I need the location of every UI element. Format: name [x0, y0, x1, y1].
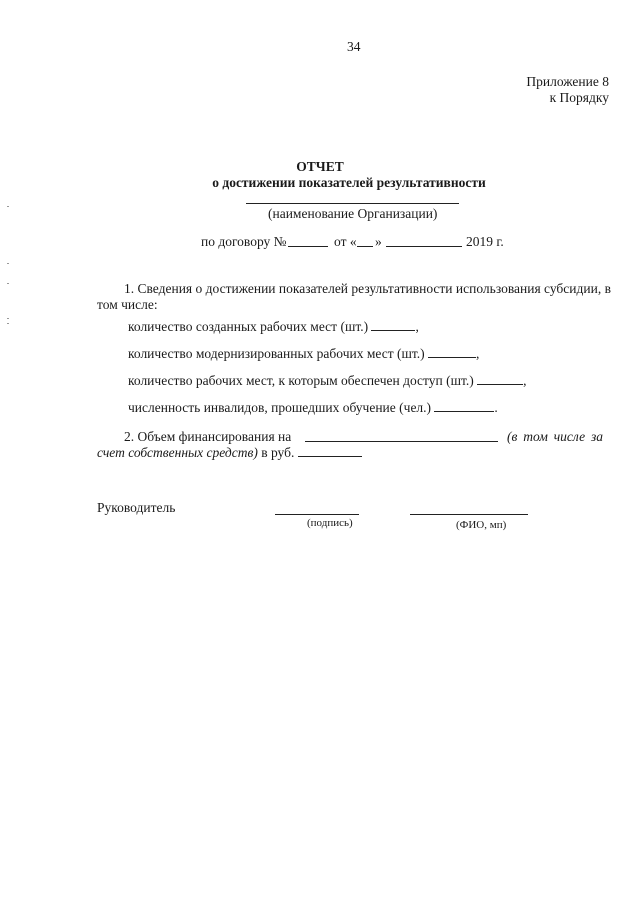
section-2-blank — [305, 441, 498, 442]
item-blank — [371, 318, 415, 331]
scan-mark — [7, 283, 9, 284]
item-label: количество модернизированных рабочих мест (шт.) — [128, 346, 425, 361]
organization-caption: (наименование Организации) — [268, 206, 438, 221]
contract-from: от « — [334, 234, 357, 249]
section-2-line-2 — [97, 444, 362, 461]
appendix-line-1: Приложение 8 — [526, 74, 609, 89]
section-2-suffix: в руб. — [261, 445, 295, 460]
contract-prefix: по договору № — [201, 234, 287, 249]
document-subtitle: о достижении показателей результативности — [212, 175, 486, 190]
appendix-line-2: к Порядку — [549, 90, 609, 105]
section-2-italic-b: счет собственных средств) — [97, 445, 258, 460]
contract-number-blank — [288, 246, 328, 247]
section-2-italic-a: (в том числе за — [507, 429, 603, 444]
organization-name-line — [246, 203, 459, 204]
item-blank — [434, 399, 494, 412]
item-trained-disabled — [128, 399, 498, 416]
item-modernized-jobs — [128, 345, 479, 362]
item-end: . — [494, 400, 498, 415]
item-end: , — [523, 373, 527, 388]
contract-month-blank — [386, 246, 462, 247]
item-label: количество созданных рабочих мест (шт.) — [128, 319, 369, 334]
item-end: , — [415, 319, 419, 334]
contract-day-blank — [357, 246, 373, 247]
contract-year: 2019 г. — [466, 234, 504, 249]
contract-close-quote: » — [375, 234, 382, 249]
item-end: , — [476, 346, 480, 361]
item-created-jobs — [128, 318, 419, 335]
item-accessible-jobs — [128, 372, 527, 389]
section-2-amount-blank — [298, 444, 362, 457]
scan-mark — [7, 206, 9, 207]
signature-head: Руководитель — [97, 500, 176, 515]
item-label: численность инвалидов, прошедших обучение (чел.) — [128, 400, 432, 415]
scan-mark — [7, 318, 9, 319]
name-caption: (ФИО, мп) — [456, 519, 507, 531]
signature-line — [275, 514, 359, 515]
section-1-line-1: 1. Сведения о достижении показателей результативности использования субсидии, в — [124, 281, 611, 296]
signature-caption: (подпись) — [307, 517, 353, 529]
scan-mark — [7, 323, 9, 324]
scan-mark — [7, 263, 9, 264]
item-label: количество рабочих мест, к которым обеспечен доступ (шт.) — [128, 373, 474, 388]
name-line — [410, 514, 528, 515]
section-2-prefix: 2. Объем финансирования на — [124, 429, 292, 444]
page-number: 34 — [347, 39, 361, 54]
item-blank — [428, 345, 476, 358]
section-1-line-2: том числе: — [97, 297, 158, 312]
document-title: ОТЧЕТ — [296, 159, 344, 174]
item-blank — [477, 372, 523, 385]
